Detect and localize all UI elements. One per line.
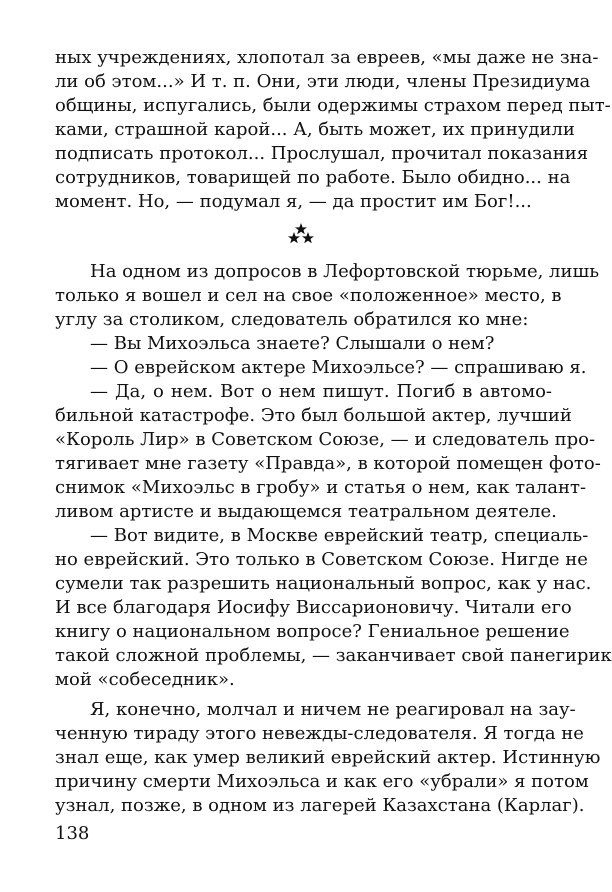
- text-line: Я, конечно, молчал и ничем не реагировал на зау-: [90, 699, 576, 720]
- text-line: ливом артисте и выдающемся театральном деятеле.: [55, 501, 557, 522]
- page-number: 138: [55, 823, 90, 844]
- text-line: причину смерти Михоэльса и как его «убрали» я потом: [55, 771, 589, 792]
- text-line: ных учреждениях, хлопотал за евреев, «мы даже не зна-: [55, 47, 599, 68]
- text-line: — Вот видите, в Москве еврейский театр, специаль-: [90, 525, 589, 546]
- text-line: но еврейский. Это только в Советском Союзе. Нигде не: [55, 549, 588, 570]
- text-line: — Вы Михоэльса знаете? Слышали о нем?: [90, 333, 495, 354]
- text-line: ченную тираду этого невежды-следователя. Я тогда не: [55, 723, 584, 744]
- text-line: ли об этом...» И т. п. Они, эти люди, члены Президиума: [55, 71, 591, 92]
- text-line: только я вошел и сел на свое «положенное» место, в: [55, 285, 562, 306]
- text-line: такой сложной проблемы, — заканчивает свой панегирик: [55, 645, 612, 666]
- text-line: книгу о национальном вопросе? Гениальное решение: [55, 621, 570, 642]
- text-line: сотрудников, товарищей по работе. Было обидно... на: [55, 167, 571, 188]
- text-line: На одном из допросов в Лефортовской тюрьме, лишь: [90, 261, 600, 282]
- text-line: знал еще, как умер великий еврейский актер. Истинную: [55, 747, 601, 768]
- text-line: — О еврейском актере Михоэльсе? — спрашиваю я.: [90, 357, 587, 378]
- asterism-ornament-icon: [288, 222, 314, 244]
- text-line: подписать протокол... Прослушал, прочитал показания: [55, 143, 589, 164]
- text-line: ками, страшной карой... А, быть может, их принудили: [55, 119, 575, 140]
- text-line: мой «собеседник».: [55, 669, 235, 690]
- text-line: узнал, позже, в одном из лагерей Казахстана (Карлаг).: [55, 795, 585, 816]
- text-line: — Да, о нем. Вот о нем пишут. Погиб в автомо-: [90, 381, 552, 402]
- text-line: сумели так разрешить национальный вопрос, как у нас.: [55, 573, 592, 594]
- text-line: И все благодаря Иосифу Виссарионовичу. Читали его: [55, 597, 572, 618]
- text-line: тягивает мне газету «Правда», в которой помещен фото-: [55, 453, 601, 474]
- text-line: «Король Лир» в Советском Союзе, — и следователь про-: [55, 429, 596, 450]
- text-line: углу за столиком, следователь обратился ко мне:: [55, 309, 529, 330]
- text-line: снимок «Михоэльс в гробу» и статья о нем, как талант-: [55, 477, 587, 498]
- text-line: момент. Но, — подумал я, — да простит им Бог!...: [55, 191, 532, 212]
- text-line: общины, испугались, были одержимы страхом перед пыт-: [55, 95, 611, 116]
- text-line: бильной катастрофе. Это был большой актер, лучший: [55, 405, 572, 426]
